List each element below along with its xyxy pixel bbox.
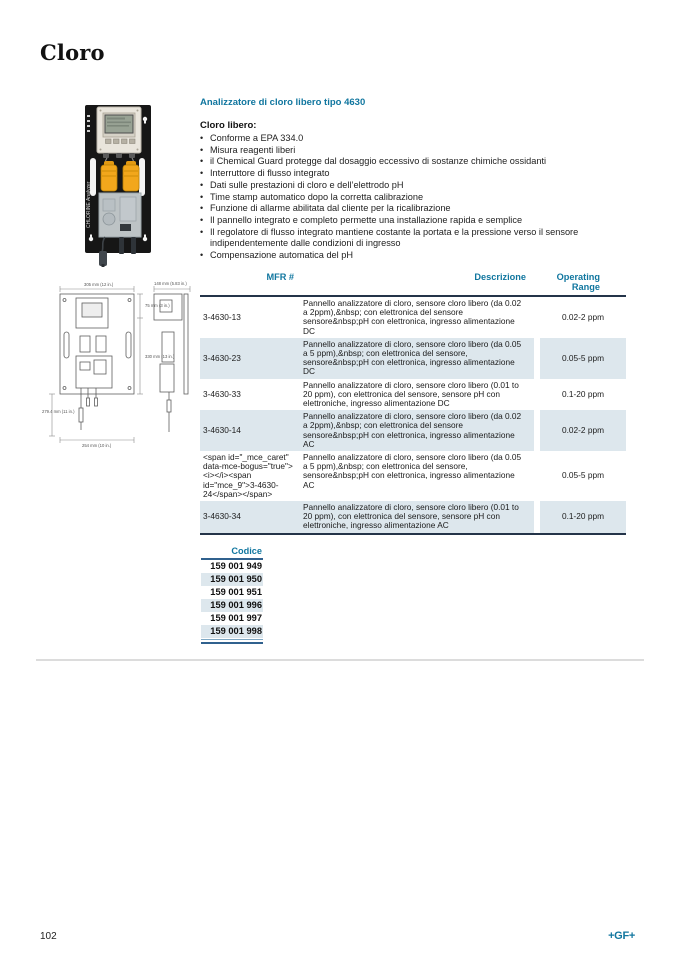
bullet-icon: • <box>200 156 204 167</box>
range-cell: 0.05-5 ppm <box>540 338 626 379</box>
mfr-cell: 3-4630-13 <box>203 311 241 322</box>
codice-value: 159 001 950 <box>201 573 263 586</box>
feature-text: Il pannello integrato e completo permette una installazione rapida e semplice <box>210 214 523 225</box>
table-row <box>200 501 626 533</box>
product-heading: Analizzatore di cloro libero tipo 4630 <box>200 97 366 108</box>
feature-text: Misura reagenti liberi <box>210 144 296 155</box>
bullet-icon: • <box>200 168 204 179</box>
range-cell: 0.05-5 ppm <box>562 470 604 481</box>
codice-value: 159 001 996 <box>201 599 263 612</box>
feature-item <box>200 203 636 215</box>
feature-item <box>200 133 636 145</box>
codice-value: 159 001 949 <box>201 560 263 573</box>
mfr-cell: 3-4630-23 <box>200 338 300 379</box>
desc-cell: Pannello analizzatore di cloro, sensore cloro libero (da 0.05 a 5 ppm),&nbsp; con elettronica del sensore, sensore&nbsp;pH con elettronica, ingresso alimentazione AC <box>303 452 522 490</box>
desc-cell: Pannello analizzatore di cloro, sensore cloro libero (0.01 to 20 ppm), con elettronica del sensore, sensore pH con elettroniche, ingresso alimentazione DC <box>303 379 519 409</box>
codice-value: 159 001 951 <box>201 586 263 599</box>
desc-cell: Pannello analizzatore di cloro, sensore cloro libero (da 0.05 a 5 ppm),&nbsp; con elettronica del sensore, sensore&nbsp;pH con elettronica, ingresso alimentazione DC <box>300 338 534 379</box>
table-row <box>200 338 626 379</box>
col-header-mfr: MFR # <box>266 272 294 282</box>
product-subheading: Cloro libero: <box>200 120 257 131</box>
feature-item <box>200 156 636 168</box>
table-row <box>200 451 626 501</box>
dimension-drawing-svg <box>42 280 198 450</box>
dim-side-width: 148 mm (5.83 in.) <box>154 281 187 286</box>
table-row <box>200 297 626 338</box>
bullet-icon: • <box>200 250 204 261</box>
dim-bottom-width: 254 mm (10 in.) <box>82 443 112 448</box>
page-number: 102 <box>40 931 57 942</box>
chlorine-analyzer-photo <box>75 103 187 268</box>
bullet-icon: • <box>200 214 204 225</box>
codice-value: 159 001 998 <box>201 625 263 638</box>
page-title: Cloro <box>40 40 105 65</box>
section-divider <box>36 659 644 661</box>
dim-left-height: 279.4 mm (11 in.) <box>42 409 75 414</box>
codice-list <box>201 546 263 644</box>
feature-text: Conforme a EPA 334.0 <box>210 133 304 143</box>
feature-item <box>200 215 636 227</box>
table-row <box>200 379 626 411</box>
range-cell: 0.1-20 ppm <box>540 501 626 533</box>
codice-value: 159 001 997 <box>201 612 263 625</box>
feature-item <box>200 227 636 250</box>
feature-text: Il regolatore di flusso integrato mantiene costante la portata e la pressione verso il sensore indipendentemente dalle condizioni di ingresso <box>210 226 579 249</box>
codice-header: Codice <box>201 546 263 560</box>
bullet-icon: • <box>200 133 204 143</box>
dim-right-height: 330 mm (13 in.) <box>145 354 175 359</box>
feature-item <box>200 250 636 262</box>
mfr-cell: <span id="_mce_caret" data-mce-bogus="true"><i></i><span id="mce_9">3-4630-24</span></span> <box>203 452 293 499</box>
range-cell: 0.02-2 ppm <box>540 410 626 451</box>
desc-cell: Pannello analizzatore di cloro, sensore cloro libero (0.01 to 20 ppm), con elettronica del sensore, sensore pH con elettroniche, ingresso alimentazione AC <box>300 501 534 533</box>
feature-text: Interruttore di flusso integrato <box>210 168 330 179</box>
desc-cell: Pannello analizzatore di cloro, sensore cloro libero (da 0.02 a 2ppm),&nbsp; con elettronica del sensore sensore&nbsp;pH con elettronica, ingresso alimentazione AC <box>300 410 534 451</box>
bullet-icon: • <box>200 144 204 155</box>
dimension-drawing <box>42 280 198 450</box>
feature-list <box>200 133 636 262</box>
product-table <box>200 272 626 535</box>
bullet-icon: • <box>200 179 204 190</box>
dim-top-offset: 75 mm (3 in.) <box>145 303 170 308</box>
photo-vertical-label: CHLORINE Analyzer <box>86 181 92 228</box>
table-row <box>200 410 626 451</box>
desc-cell: Pannello analizzatore di cloro, sensore cloro libero (da 0.02 a 2ppm),&nbsp; con elettronica del sensore sensore&nbsp;pH con elettronica, ingresso alimentazione DC <box>303 298 522 336</box>
feature-text: Time stamp automatico dopo la corretta calibrazione <box>210 191 424 202</box>
gf-logo: +GF+ <box>608 930 635 942</box>
mfr-cell: 3-4630-33 <box>203 388 241 399</box>
table-body <box>200 297 626 535</box>
codice-footer-rule <box>201 639 263 644</box>
mfr-cell: 3-4630-34 <box>200 501 300 533</box>
feature-text: Dati sulle prestazioni di cloro e dell’elettrodo pH <box>210 179 404 190</box>
range-cell: 0.02-2 ppm <box>562 311 604 322</box>
codice-body <box>201 560 263 638</box>
mfr-cell: 3-4630-14 <box>200 410 300 451</box>
feature-item <box>200 168 636 180</box>
bullet-icon: • <box>200 191 204 202</box>
feature-item <box>200 192 636 204</box>
col-header-operating-range: Operating Range <box>556 272 600 292</box>
dim-front-width: 305 mm (12 in.) <box>84 282 114 287</box>
bullet-icon: • <box>200 203 204 214</box>
feature-text: il Chemical Guard protegge dal dosaggio eccessivo di sostanze chimiche ossidanti <box>210 156 547 167</box>
bullet-icon: • <box>200 226 204 237</box>
col-header-descrizione: Descrizione <box>474 272 526 282</box>
feature-text: Compensazione automatica del pH <box>210 250 353 261</box>
range-cell: 0.1-20 ppm <box>562 388 604 399</box>
table-header-row <box>200 272 626 297</box>
feature-item <box>200 180 636 192</box>
feature-item <box>200 145 636 157</box>
feature-text: Funzione di allarme abilitata dal cliente per la ricalibrazione <box>210 203 451 214</box>
product-photo <box>75 103 187 268</box>
